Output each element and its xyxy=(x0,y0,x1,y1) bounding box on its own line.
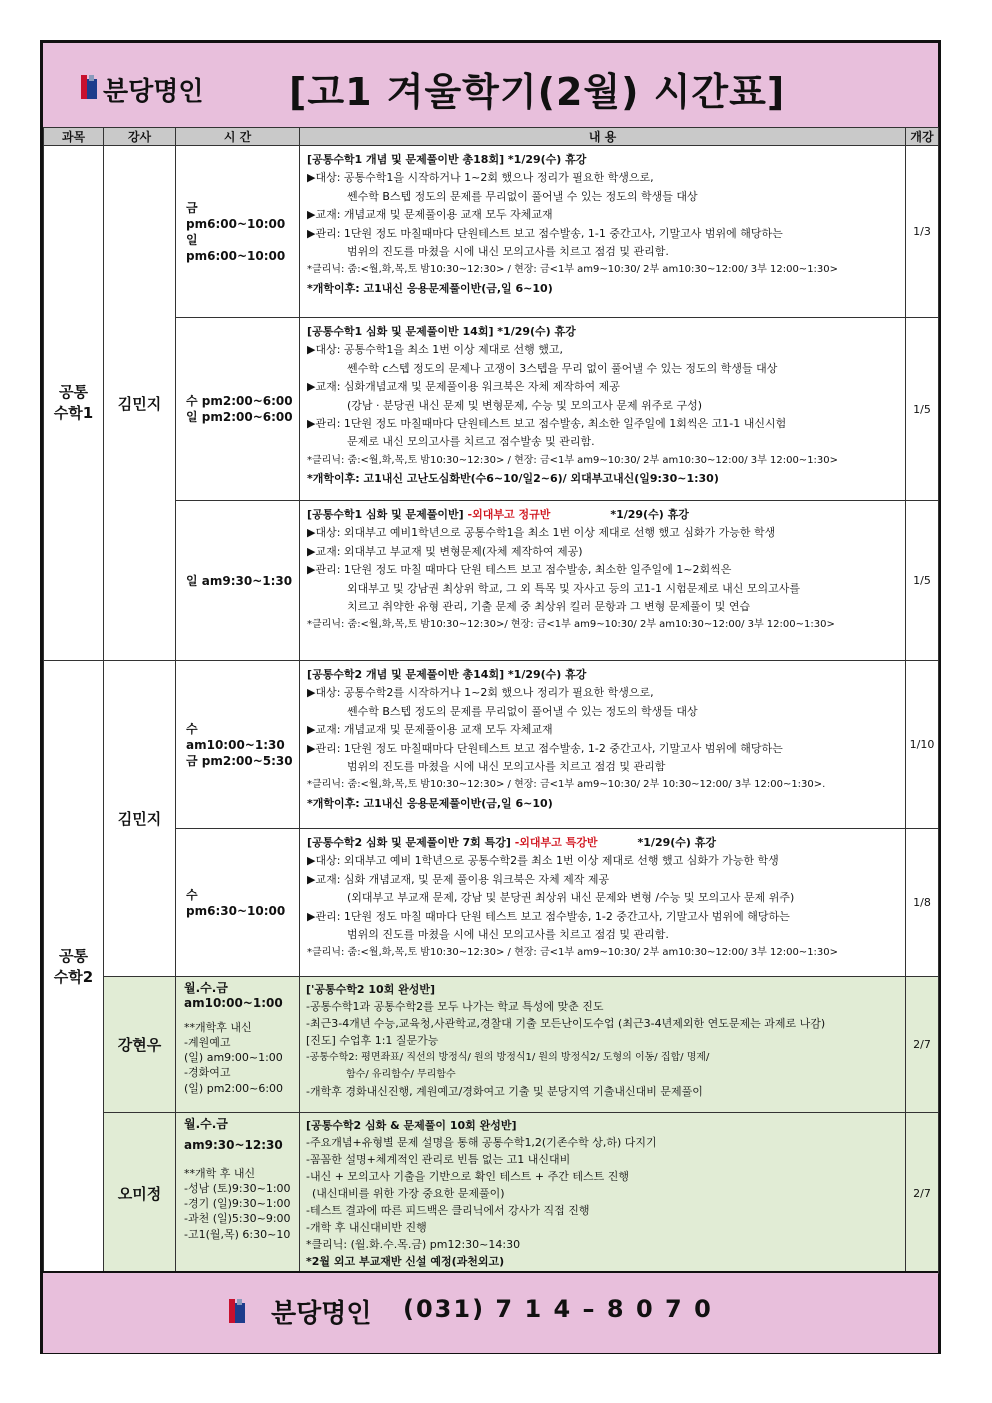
course-description: [공통수학1 개념 및 문제풀이반 총18회] *1/29(수) 휴강 ▶대상: 공통수학1을 시작하거나 1~2회 했으나 정리가 필요한 학생으로, 쎈수학 B스텝 정도의 문제를 무리없이 풀어낼 수 있는 정도의 학생들 대상 ▶교재: 개념교재 및 문제풀이용 교재 모두 자체교재 ▶관리: 1단원 정도 마칠때마다 단원테스트 보고 점수발송, 1-1 중간고사, 기말고사 범위에 해당하는 범위의 진도를 마쳤을 시에 내신 모의고사를 치르고 점검 및 관리함. *클리닉: 줌:<월,화,목,토 밤10:30~12:30> / 현장: 금<1부 am9~10:30/ 2부 am10:30~12:00/ 3부 12:00~1:30> *개학이후: 고1내신 응용문제풀이반(금,일 6~10) xyxy=(300,146,906,318)
timetable-frame xyxy=(40,40,941,1354)
start-date-cell: 1/5 xyxy=(906,501,939,661)
time-cell: 수 pm2:00~6:00 일 pm2:00~6:00 xyxy=(176,318,300,501)
start-date-cell: 1/5 xyxy=(906,318,939,501)
time-cell: 수 am10:00~1:30 금 pm2:00~5:30 xyxy=(176,661,300,829)
table-row xyxy=(44,146,939,318)
page-header xyxy=(43,43,938,129)
brand-name: 분당명인 xyxy=(103,77,204,107)
phone-number: (031) 7 1 4 – 8 0 7 0 xyxy=(403,1295,713,1323)
time-cell: 일 am9:30~1:30 xyxy=(176,501,300,661)
page-title: [고1 겨울학기(2월) 시간표] xyxy=(289,70,786,114)
table-row xyxy=(44,829,939,977)
start-date-cell: 1/10 xyxy=(906,661,939,829)
start-date-cell: 1/3 xyxy=(906,146,939,318)
col-content: 내 용 xyxy=(300,128,906,146)
subject-cell-math2: 공통 수학2 xyxy=(44,661,104,1274)
page-footer xyxy=(43,1271,938,1353)
brand-logo-icon xyxy=(81,75,97,99)
course-description: [공통수학2 심화 & 문제풀이 10회 완성반] -주요개념+유형별 문제 설명을 통해 공통수학1,2(기존수학 상,하) 다지기 -꼼꼼한 설명+체계적인 관리로 빈틈 없는 고1 내신대비 -내신 + 모의고사 기출을 기반으로 확인 테스트 + 주간 테스트 진행 (내신대비를 위한 가장 중요한 문제풀이) -테스트 결과에 따른 피드백은 클리닉에서 강사가 직접 진행 -개학 후 내신대비반 진행 *클리닉: (월.화.수.목.금) pm12:30~14:30 *2월 외고 부교재반 신설 예정(과천외고) xyxy=(300,1113,906,1274)
course-description: ['공통수학2 10회 완성반] -공통수학1과 공통수학2를 모두 나가는 학교 특성에 맞춘 진도 -최근3-4개년 수능,교육청,사관학교,경찰대 기출 모든난이도수업 (최근3-4년제외한 연도문제는 과제로 나감) [진도] 수업후 1:1 질문가능 -공통수학2: 평면좌표/ 직선의 방정식/ 원의 방정식1/ 원의 방정식2/ 도형의 이동/ 집합/ 명제/ 함수/ 유리함수/ 무리함수 -개학후 경화내신진행, 계원예고/경화여고 기출 및 분당지역 기출내신대비 문제풀이 xyxy=(300,977,906,1113)
footer-brand-name: 분당명인 xyxy=(271,1299,372,1329)
teacher-cell: 강현우 xyxy=(104,977,176,1113)
special-tag: -외대부고 특강반 xyxy=(514,836,598,849)
schedule-table xyxy=(43,127,939,1274)
col-time: 시 간 xyxy=(176,128,300,146)
table-row xyxy=(44,977,939,1113)
special-tag: -외대부고 정규반 xyxy=(467,508,551,521)
subject-cell-math1: 공통 수학1 xyxy=(44,146,104,661)
col-count: 개강 xyxy=(906,128,939,146)
table-row xyxy=(44,318,939,501)
start-date-cell: 2/7 xyxy=(906,977,939,1113)
table-row xyxy=(44,1113,939,1274)
start-date-cell: 1/8 xyxy=(906,829,939,977)
brand-logo-icon xyxy=(229,1299,245,1323)
table-row xyxy=(44,661,939,829)
col-teacher: 강사 xyxy=(104,128,176,146)
course-description: [공통수학1 심화 및 문제풀이반 14회] *1/29(수) 휴강 ▶대상: 공통수학1을 최소 1번 이상 제대로 선행 했고, 쎈수학 c스텝 정도의 문제나 고쟁이 3스텝을 무리 없이 풀어낼 수 있는 정도의 학생들 대상 ▶교재: 심화개념교재 및 문제풀이용 워크북은 자체 제작하여 제공 (강남 · 분당권 내신 문제 및 변형문제, 수능 및 모의고사 문제 위주로 구성) ▶관리: 1단원 정도 마칠때마다 단원테스트 보고 점수발송, 최소한 일주일에 1회씩은 고1-1 내신시험 문제로 내신 모의고사를 치르고 점수발송 및 관리함. *클리닉: 줌:<월,화,목,토 밤10:30~12:30> / 현장: 금<1부 am9~10:30/ 2부 am10:30~12:00/ 3부 12:00~1:30> *개학이후: 고1내신 고난도심화반(수6~10/일2~6)/ 외대부고내신(일9:30~1:30) xyxy=(300,318,906,501)
course-description: [공통수학2 심화 및 문제풀이반 7회 특강] -외대부고 특강반 *1/29(수) 휴강 ▶대상: 외대부고 예비 1학년으로 공통수학2를 최소 1번 이상 제대로 선행 했고 심화가 가능한 학생 ▶교재: 심화 개념교재, 및 문제 풀이용 워크북은 자체 제작 제공 (외대부고 부교재 문제, 강남 및 분당권 최상위 내신 문제와 변형 /수능 및 모의고사 문제 위주) ▶관리: 1단원 정도 마칠 때마다 단원 테스트 보고 점수발송, 1-2 중간고사, 기말고사 범위에 해당하는 범위의 진도를 마쳤을 시에 내신 모의고사를 치르고 점검 및 관리함. *클리닉: 줌:<월,화,목,토 밤10:30~12:30> / 현장: 금<1부 am9~10:30/ 2부 am10:30~12:00/ 3부 12:00~1:30> xyxy=(300,829,906,977)
column-header-row xyxy=(44,128,939,146)
course-description: [공통수학1 심화 및 문제풀이반] -외대부고 정규반 *1/29(수) 휴강 ▶대상: 외대부고 예비1학년으로 공통수학1을 최소 1번 이상 제대로 선행 했고 심화가 가능한 학생 ▶교재: 외대부고 부교재 및 변형문제(자체 제작하여 제공) ▶관리: 1단원 정도 마칠 때마다 단원 테스트 보고 점수발송, 최소한 일주일에 1~2회씩은 외대부고 및 강남권 최상위 학교, 그 외 특목 및 자사고 등의 고1-1 시험문제로 내신 모의고사를 치르고 취약한 유형 관리, 기출 문제 중 최상위 킬러 문항과 그 변형 문제풀이 및 연습 *클리닉: 줌:<월,화,목,토 밤10:30~12:30>/ 현장: 금<1부 am9~10:30/ 2부 am10:30~12:00/ 3부 12:00~1:30> xyxy=(300,501,906,661)
time-cell: 월.수.금 am10:00~1:00 **개학후 내신 -계원예고 (일) am9:00~1:00 -경화여고 (일) pm2:00~6:00 xyxy=(176,977,300,1113)
start-date-cell: 2/7 xyxy=(906,1113,939,1274)
table-row xyxy=(44,501,939,661)
teacher-cell: 김민지 xyxy=(104,661,176,977)
time-cell: 수 pm6:30~10:00 xyxy=(176,829,300,977)
time-cell: 금 pm6:00~10:00 일 pm6:00~10:00 xyxy=(176,146,300,318)
time-cell: 월.수.금 am9:30~12:30 **개학 후 내신 -성남 (토)9:30~1:00 -경기 (일)9:30~1:00 -과천 (일)5:30~9:00 -고1(월,목) 6:30~10 xyxy=(176,1113,300,1274)
teacher-cell: 오미정 xyxy=(104,1113,176,1274)
teacher-cell: 김민지 xyxy=(104,146,176,661)
col-subject: 과목 xyxy=(44,128,104,146)
course-description: [공통수학2 개념 및 문제풀이반 총14회] *1/29(수) 휴강 ▶대상: 공통수학2를 시작하거나 1~2회 했으나 정리가 필요한 학생으로, 쎈수학 B스텝 정도의 문제를 무리없이 풀어낼 수 있는 정도의 학생들 대상 ▶교재: 개념교재 및 문제풀이용 교재 모두 자체교재 ▶관리: 1단원 정도 마칠때마다 단원테스트 보고 점수발송, 1-2 중간고사, 기말고사 범위에 해당하는 범위의 진도를 마쳤을 시에 내신 모의고사를 치르고 점검 및 관리함 *클리닉: 줌:<월,화,목,토 밤10:30~12:30> / 현장: 금<1부 am9~10:30/ 2부 10:30~12:00/ 3부 12:00~1:30>. *개학이후: 고1내신 응용문제풀이반(금,일 6~10) xyxy=(300,661,906,829)
